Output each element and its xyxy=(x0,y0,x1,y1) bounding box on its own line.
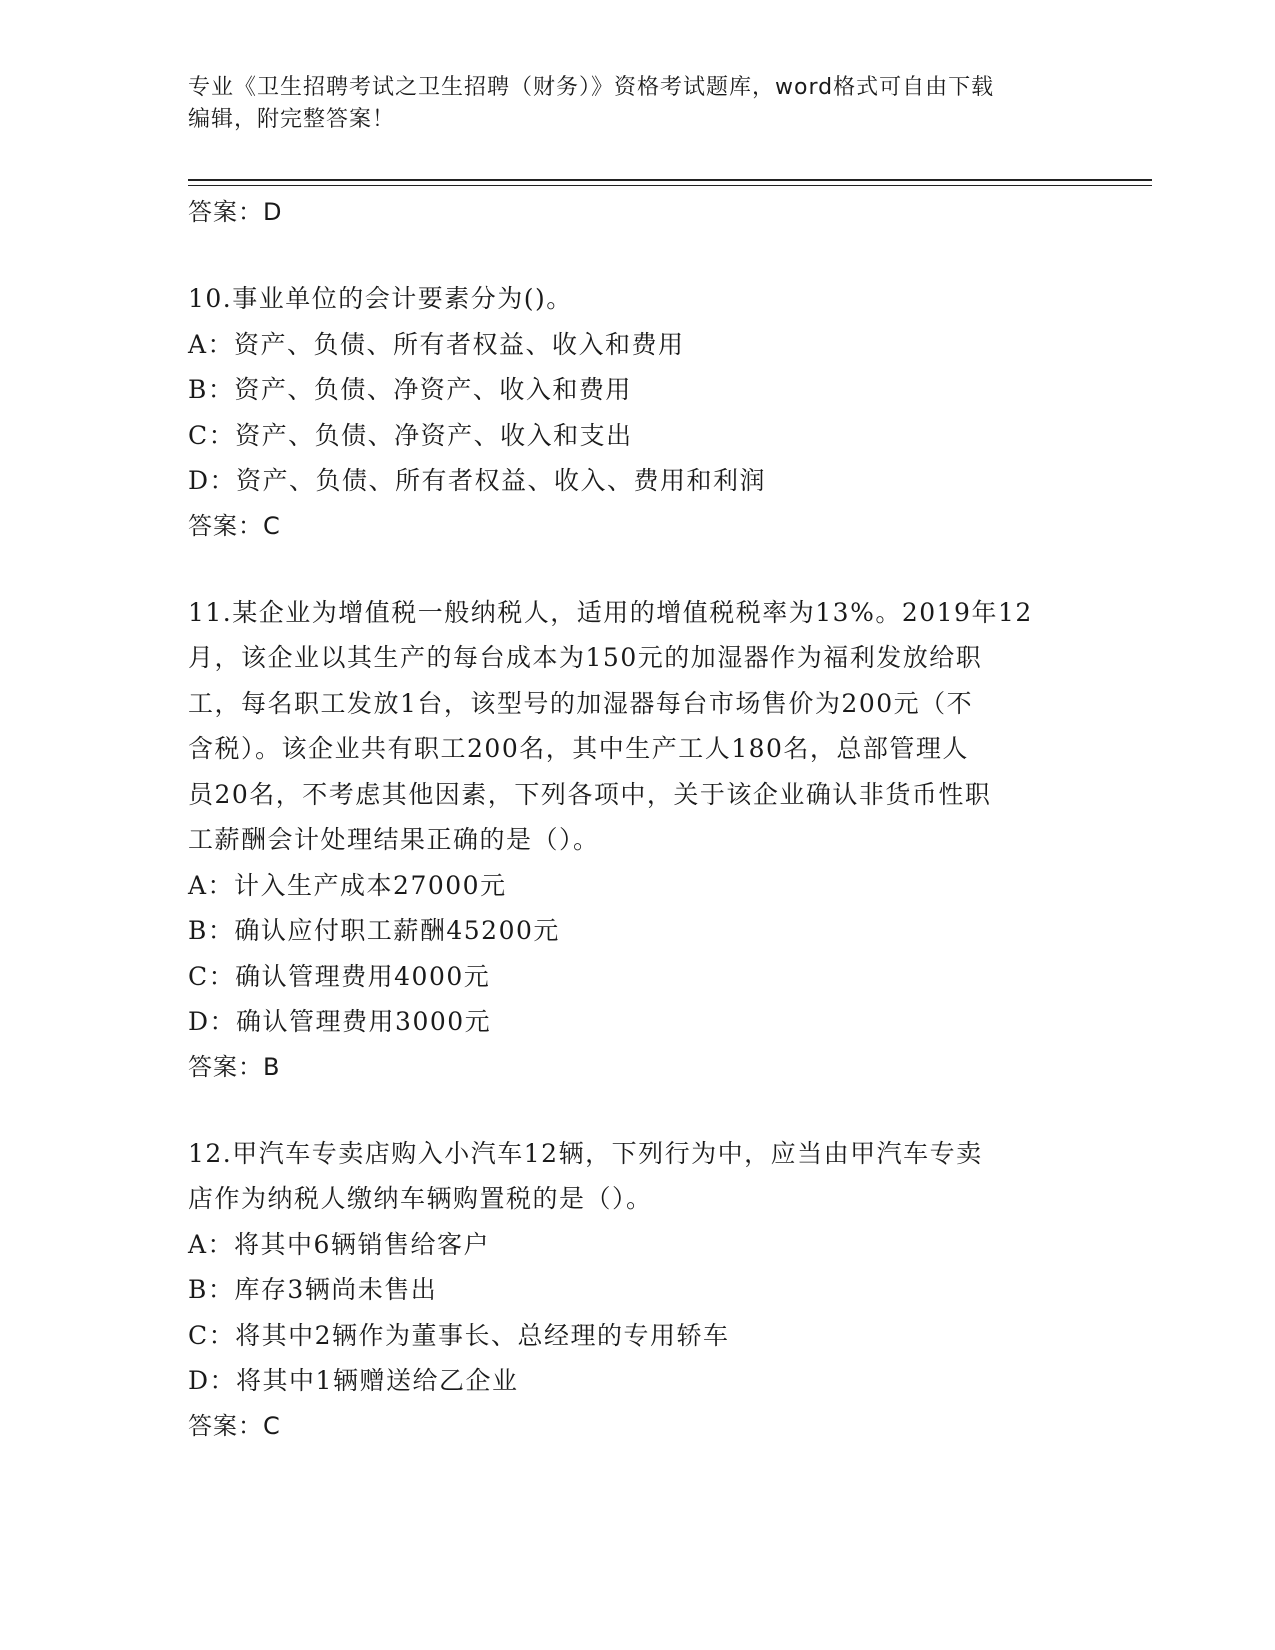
header-line-1: 专业《卫生招聘考试之卫生招聘（财务）》资格考试题库，word格式可自由下载 xyxy=(188,75,995,100)
answer: 答案：B xyxy=(188,1052,281,1081)
option-c: C：将其中2辆作为董事长、总经理的专用轿车 xyxy=(188,1320,730,1350)
question-text-line: 员20名，不考虑其他因素，下列各项中，关于该企业确认非货币性职 xyxy=(188,779,992,809)
answer: 答案：C xyxy=(188,511,281,540)
question-text: 10.事业单位的会计要素分为()。 xyxy=(188,284,573,313)
option-a: A：将其中6辆销售给客户 xyxy=(188,1229,490,1259)
option-c: C：资产、负债、净资产、收入和支出 xyxy=(188,420,633,450)
question-text-line: 工，每名职工发放1台，该型号的加湿器每台市场售价为200元（不 xyxy=(188,688,974,718)
option-b: B：库存3辆尚未售出 xyxy=(188,1275,438,1304)
option-b: B：确认应付职工薪酬45200元 xyxy=(188,916,560,945)
option-a: A：资产、负债、所有者权益、收入和费用 xyxy=(188,329,685,359)
question-text-line: 店作为纳税人缴纳车辆购置税的是（）。 xyxy=(188,1184,653,1213)
option-d: D：确认管理费用3000元 xyxy=(188,1007,492,1036)
question-text-line: 工薪酬会计处理结果正确的是（）。 xyxy=(188,825,600,854)
question-10 xyxy=(188,276,1108,548)
answer: 答案：C xyxy=(188,1411,281,1440)
option-d: D：资产、负债、所有者权益、收入、费用和利润 xyxy=(188,466,767,495)
header-line-2: 编辑，附完整答案！ xyxy=(188,107,396,132)
answer-previous: 答案：D xyxy=(188,198,283,226)
option-b: B：资产、负债、净资产、收入和费用 xyxy=(188,375,632,404)
question-text-line: 12.甲汽车专卖店购入小汽车12辆，下列行为中，应当由甲汽车专卖 xyxy=(188,1138,983,1168)
header-rule-thin xyxy=(188,185,1152,186)
question-11 xyxy=(188,590,1108,1089)
question-12 xyxy=(188,1131,1108,1448)
option-a: A：计入生产成本27000元 xyxy=(188,870,507,900)
document-header xyxy=(188,72,1068,136)
question-text-line: 月，该企业以其生产的每台成本为150元的加湿器作为福利发放给职 xyxy=(188,643,983,672)
option-d: D：将其中1辆赠送给乙企业 xyxy=(188,1366,519,1395)
question-text-line: 11.某企业为增值税一般纳税人，适用的增值税税率为13%。2019年12 xyxy=(188,597,1033,627)
header-rule-thick xyxy=(188,179,1152,181)
question-text-line: 含税）。该企业共有职工200名，其中生产工人180名，总部管理人 xyxy=(188,734,969,763)
document-body xyxy=(188,190,1108,1448)
option-c: C：确认管理费用4000元 xyxy=(188,961,491,991)
